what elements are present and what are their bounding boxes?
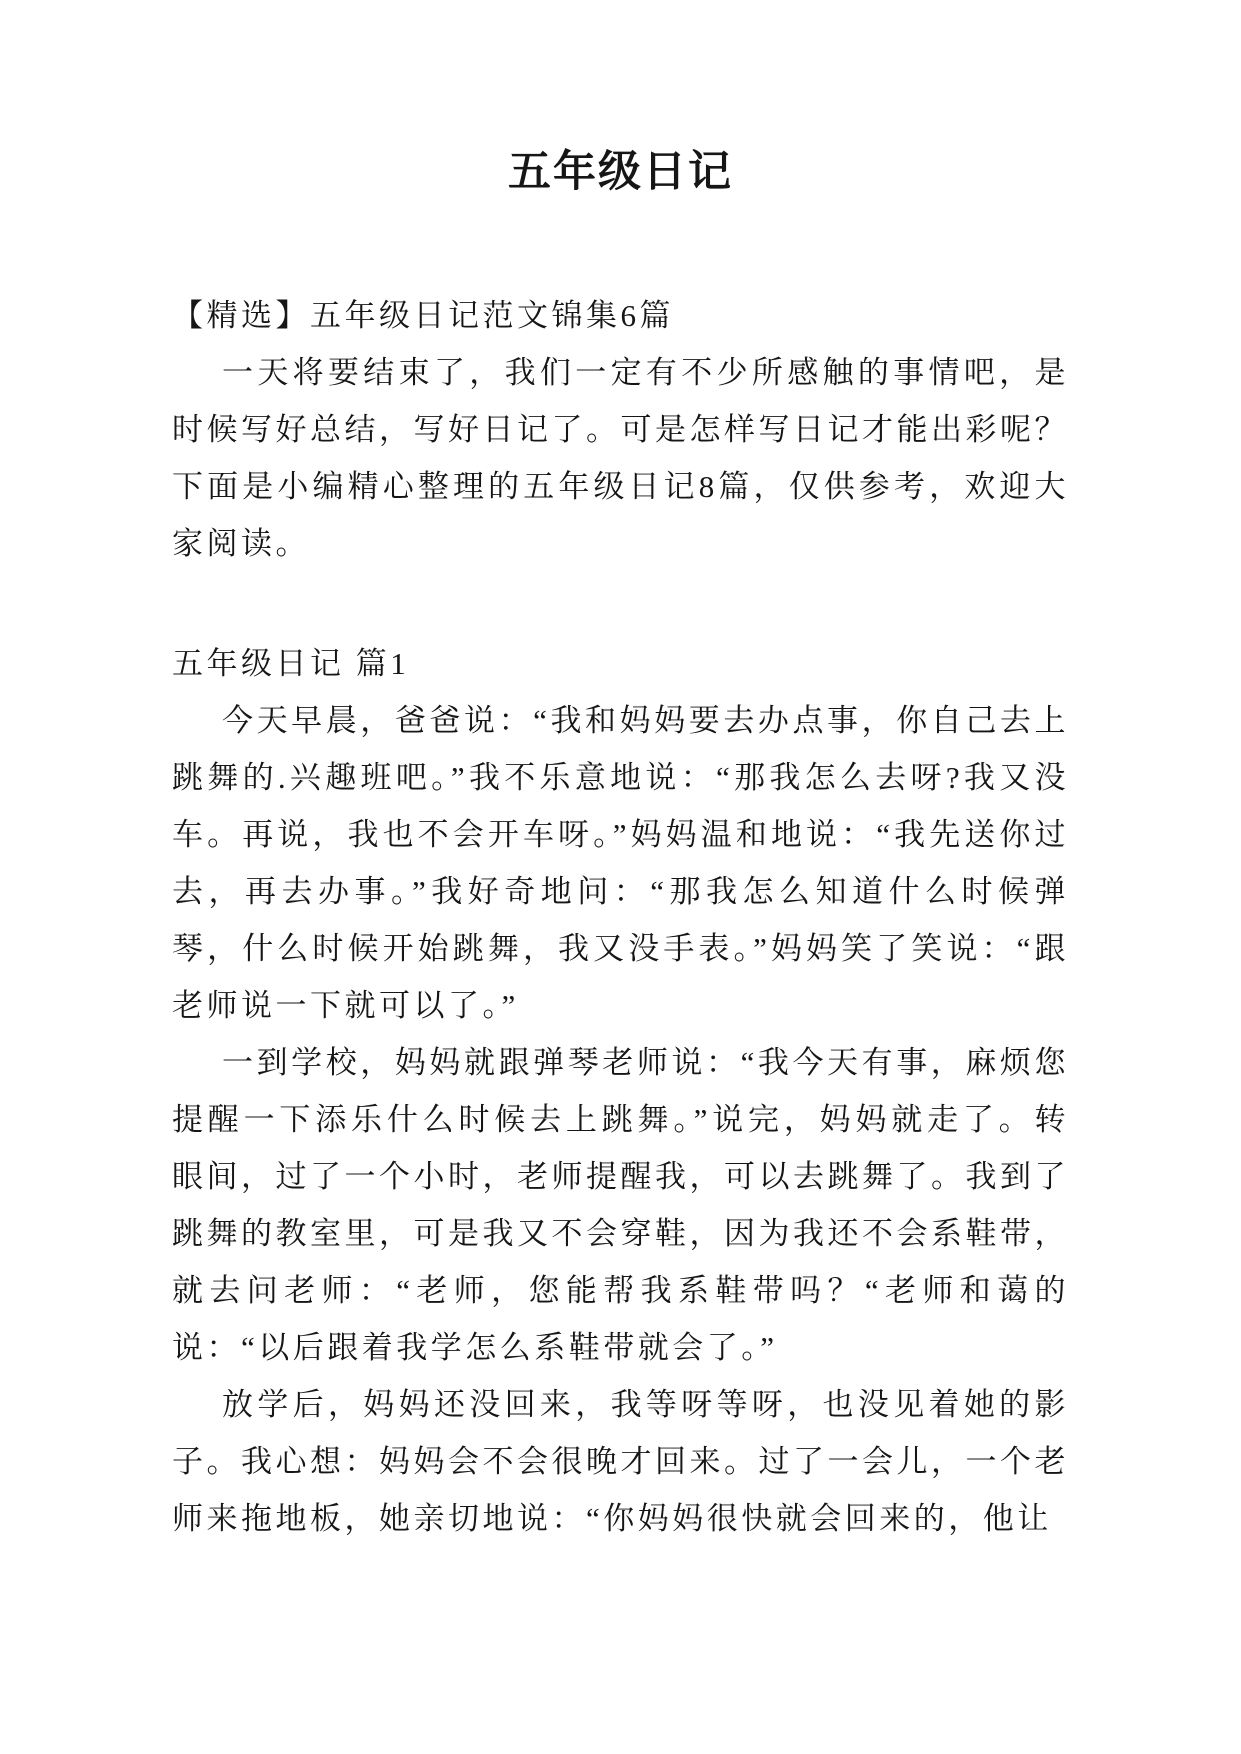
diary-paragraph: 一到学校，妈妈就跟弹琴老师说：“我今天有事，麻烦您提醒一下添乐什么时候去上跳舞。”说完，妈妈就走了。转眼间，过了一个小时，老师提醒我，可以去跳舞了。我到了跳舞的教室里，可是我又不会穿鞋，因为我还不会系鞋带，就去问老师：“老师，您能帮我系鞋带吗？“老师和蔼的说：“以后跟着我学怎么系鞋带就会了。”: [172, 1045, 1069, 1365]
intro-label-paragraph: 【精选】五年级日记范文锦集6篇: [172, 298, 674, 333]
document-body: [172, 287, 1069, 1547]
page-title: 五年级日记: [508, 149, 733, 196]
section-heading: 五年级日记 篇1: [172, 646, 410, 681]
intro-paragraph: 一天将要结束了，我们一定有不少所感触的事情吧，是时候写好总结，写好日记了。可是怎样写日记才能出彩呢？下面是小编精心整理的五年级日记8篇，仅供参考，欢迎大家阅读。: [172, 355, 1069, 561]
diary-paragraph: 今天早晨，爸爸说：“我和妈妈要去办点事，你自己去上跳舞的.兴趣班吧。”我不乐意地说：“那我怎么去呀?我又没车。再说，我也不会开车呀。”妈妈温和地说：“我先送你过去，再去办事。”我好奇地问：“那我怎么知道什么时候弹琴，什么时候开始跳舞，我又没手表。”妈妈笑了笑说：“跟老师说一下就可以了。”: [172, 703, 1069, 1023]
diary-paragraph: 放学后，妈妈还没回来，我等呀等呀，也没见着她的影子。我心想：妈妈会不会很晚才回来。过了一会儿，一个老师来拖地板，她亲切地说：“你妈妈很快就会回来的，他让: [172, 1387, 1069, 1536]
